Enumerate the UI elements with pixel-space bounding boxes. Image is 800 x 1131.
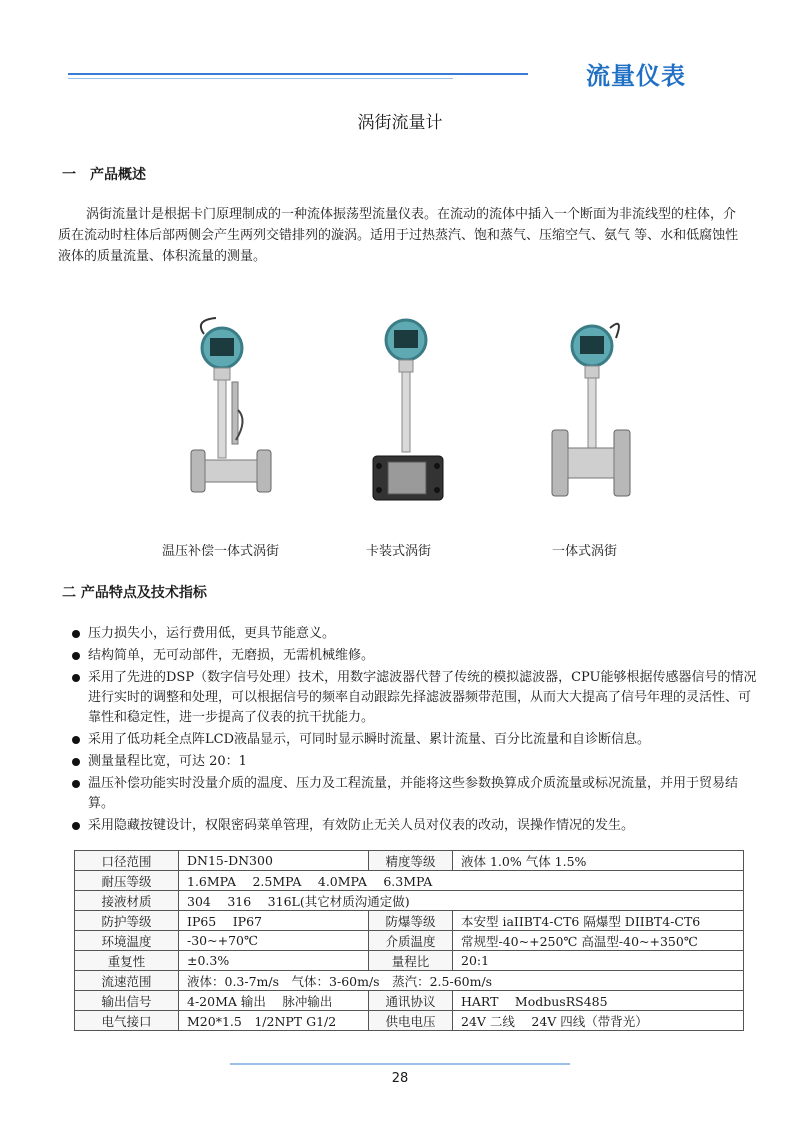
spec-key: 介质温度 <box>369 931 453 951</box>
spec-key: 防护等级 <box>75 911 179 931</box>
header-category: 流量仪表 <box>586 62 686 90</box>
feature-item: 结构简单，无可动部件，无磨损，无需机械维修。 <box>72 646 762 666</box>
section-heading-features: 二 产品特点及技术指标 <box>62 585 207 601</box>
spec-value: 本安型 iaIIBT4-CT6 隔爆型 DIIBT4-CT6 <box>453 911 744 931</box>
spec-key: 防爆等级 <box>369 911 453 931</box>
feature-list <box>72 624 762 838</box>
page-number: 28 <box>391 1071 409 1086</box>
page-title: 涡街流量计 <box>357 113 443 133</box>
table-row <box>75 911 744 931</box>
footer-rule <box>230 1063 570 1065</box>
spec-key: 供电电压 <box>369 1011 453 1031</box>
feature-item: 测量量程比宽，可达 20：1 <box>72 752 762 772</box>
table-row <box>75 1011 744 1031</box>
overview-paragraph: 涡街流量计是根据卡门原理制成的一种流体振荡型流量仪表。在流动的流体中插入一个断面为非流线型的柱体，介质在流动时柱体后部两侧会产生两列交错排列的漩涡。适用于过热蒸汽、饱和蒸气、压缩空气、氨气 等、水和低腐蚀性液体的质量流量、体积流量的测量。 <box>58 207 739 264</box>
spec-key: 输出信号 <box>75 991 179 1011</box>
table-row <box>75 851 744 871</box>
feature-item: 采用了低功耗全点阵LCD液晶显示，可同时显示瞬时流量、累计流量、百分比流量和自诊断信息。 <box>72 730 762 750</box>
table-row <box>75 931 744 951</box>
feature-item: 采用隐藏按键设计，权限密码菜单管理，有效防止无关人员对仪表的改动，误操作情况的发生。 <box>72 816 762 836</box>
header-rule <box>68 73 528 75</box>
spec-key: 精度等级 <box>369 851 453 871</box>
product-image-compensated <box>186 310 276 495</box>
product-caption-integrated: 一体式涡街 <box>552 544 618 559</box>
table-row <box>75 871 744 891</box>
spec-key: 接液材质 <box>75 891 179 911</box>
spec-value: 常规型-40~+250℃ 高温型-40~+350℃ <box>453 931 744 951</box>
section-heading-overview: 一 产品概述 <box>62 167 146 183</box>
spec-key: 耐压等级 <box>75 871 179 891</box>
spec-key: 量程比 <box>369 951 453 971</box>
spec-value: 4-20MA 输出 脉冲输出 <box>179 991 369 1011</box>
spec-value: -30~+70℃ <box>179 931 369 951</box>
feature-item: 压力损失小，运行费用低，更具节能意义。 <box>72 624 762 644</box>
spec-table <box>74 850 744 1031</box>
spec-value: IP65 IP67 <box>179 911 369 931</box>
spec-key: 环境温度 <box>75 931 179 951</box>
table-row <box>75 891 744 911</box>
spec-value: 液体：0.3-7m/s 气体：3-60m/s 蒸汽：2.5-60m/s <box>179 971 744 991</box>
spec-value: ±0.3% <box>179 951 369 971</box>
product-caption-compensated: 温压补偿一体式涡街 <box>162 544 280 559</box>
spec-value: 1.6MPA 2.5MPA 4.0MPA 6.3MPA <box>179 871 744 891</box>
spec-key: 流速范围 <box>75 971 179 991</box>
spec-value: DN15-DN300 <box>179 851 369 871</box>
table-row <box>75 991 744 1011</box>
product-caption-clamp: 卡装式涡街 <box>366 544 432 559</box>
spec-key: 电气接口 <box>75 1011 179 1031</box>
spec-key: 重复性 <box>75 951 179 971</box>
spec-value: 304 316 316L(其它材质沟通定做) <box>179 891 744 911</box>
product-image-clamp <box>368 310 448 505</box>
spec-key: 口径范围 <box>75 851 179 871</box>
table-row <box>75 971 744 991</box>
spec-key: 通讯协议 <box>369 991 453 1011</box>
feature-item: 采用了先进的DSP（数字信号处理）技术，用数字滤波器代替了传统的模拟滤波器，CPU能够根据传感器信号的情况进行实时的调整和处理，可以根据信号的频率自动跟踪先择滤波器频带范围，从而大大提高了信号年理的灵活性、可靠性和稳定性，进一步提高了仪表的抗干扰能力。 <box>72 668 762 728</box>
spec-value: 20:1 <box>453 951 744 971</box>
spec-value: HART ModbusRS485 <box>453 991 744 1011</box>
feature-item: 温压补偿功能实时没量介质的温度、压力及工程流量，并能将这些参数换算成介质流量或标况流量，并用于贸易结算。 <box>72 774 762 814</box>
table-row <box>75 951 744 971</box>
product-image-integrated <box>548 310 634 500</box>
header-rule-thin <box>68 78 453 79</box>
spec-value: 24V 二线 24V 四线（带背光） <box>453 1011 744 1031</box>
spec-value: M20*1.5 1/2NPT G1/2 <box>179 1011 369 1031</box>
spec-value: 液体 1.0% 气体 1.5% <box>453 851 744 871</box>
